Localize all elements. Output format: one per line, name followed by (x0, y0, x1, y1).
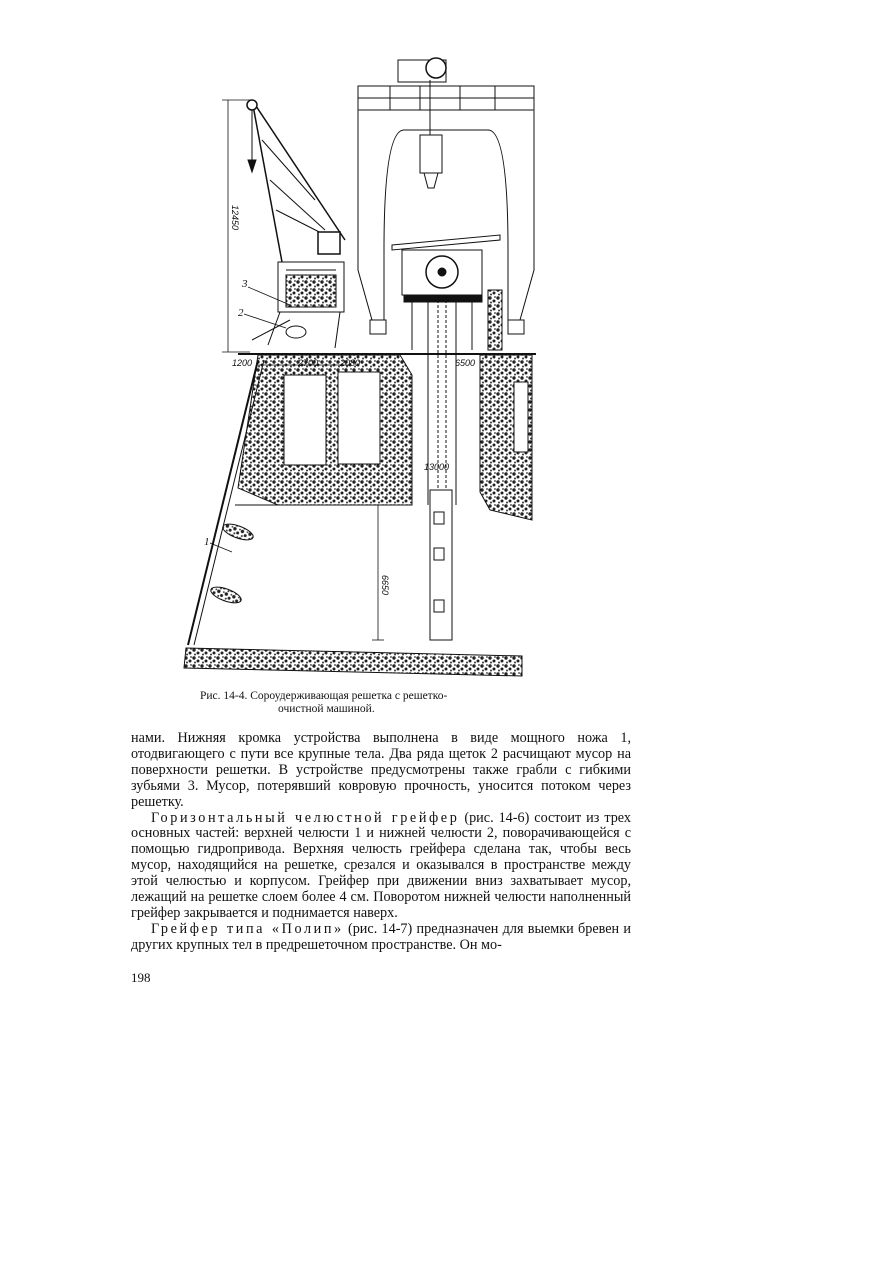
paragraph-2-lead: Горизонтальный челюстной грейфер (151, 809, 460, 826)
callout-2: 2 (238, 307, 244, 319)
paragraph-3-lead: Грейфер типа «Полип» (151, 920, 344, 937)
paragraph-3 (131, 922, 631, 954)
dim-1200: 1200 (232, 358, 253, 368)
dim-6500: 6500 (455, 358, 476, 368)
dim-12450: 12450 (230, 205, 240, 231)
paragraph-3-rest: (рис. 14-7) предназначен для выемки бревен и других крупных тел в предрешеточном пространстве. Он мо- (131, 920, 631, 953)
figure-caption (200, 690, 560, 716)
caption-line-2: очистной машиной. (278, 703, 375, 715)
paragraph-2 (131, 811, 631, 922)
concrete-structure (184, 355, 532, 676)
caption-line-1: Рис. 14-4. Сороудерживающая решетка с решетко- (200, 690, 448, 702)
jib-crane (247, 100, 345, 348)
dim-13000: 13000 (424, 462, 450, 472)
dim-6650: 6650 (380, 575, 390, 596)
dim-2700: 2700 (298, 358, 319, 368)
dim-2080: 2080 (340, 358, 361, 368)
paragraph-1: нами. Нижняя кромка устройства выполнена в виде мощного ножа 1, отодвигающего с пути все крупные тела. Два ряда щеток 2 расчищают мусор на поверхности решетки. В устройстве предусмотрены также грабли с гибкими зубьями 3. Мусор, потерявший ковровую прочность, уносится потоком через решетку. (131, 730, 631, 810)
callout-1: 1 (204, 536, 210, 548)
body-text (131, 731, 631, 954)
paragraph-2-rest: (рис. 14-6) состоит из трех основных частей: верхней челюсти 1 и нижней челюсти 2, поворачивающейся с помощью гидропривода. Верхняя челюсть грейфера сделана так, чтобы весь мусор, находящийся на решетке, срезался и оказывался в пространстве между этой челюстью и корпусом. Грейфер при движении вниз захватывает мусор, лежащий на решетке слоем более 4 см. Поворотом нижней челюсти наполненный грейфер закрывается и поднимается наверх. (131, 809, 631, 921)
page-number: 198 (131, 970, 151, 985)
callout-3: 3 (242, 278, 248, 290)
